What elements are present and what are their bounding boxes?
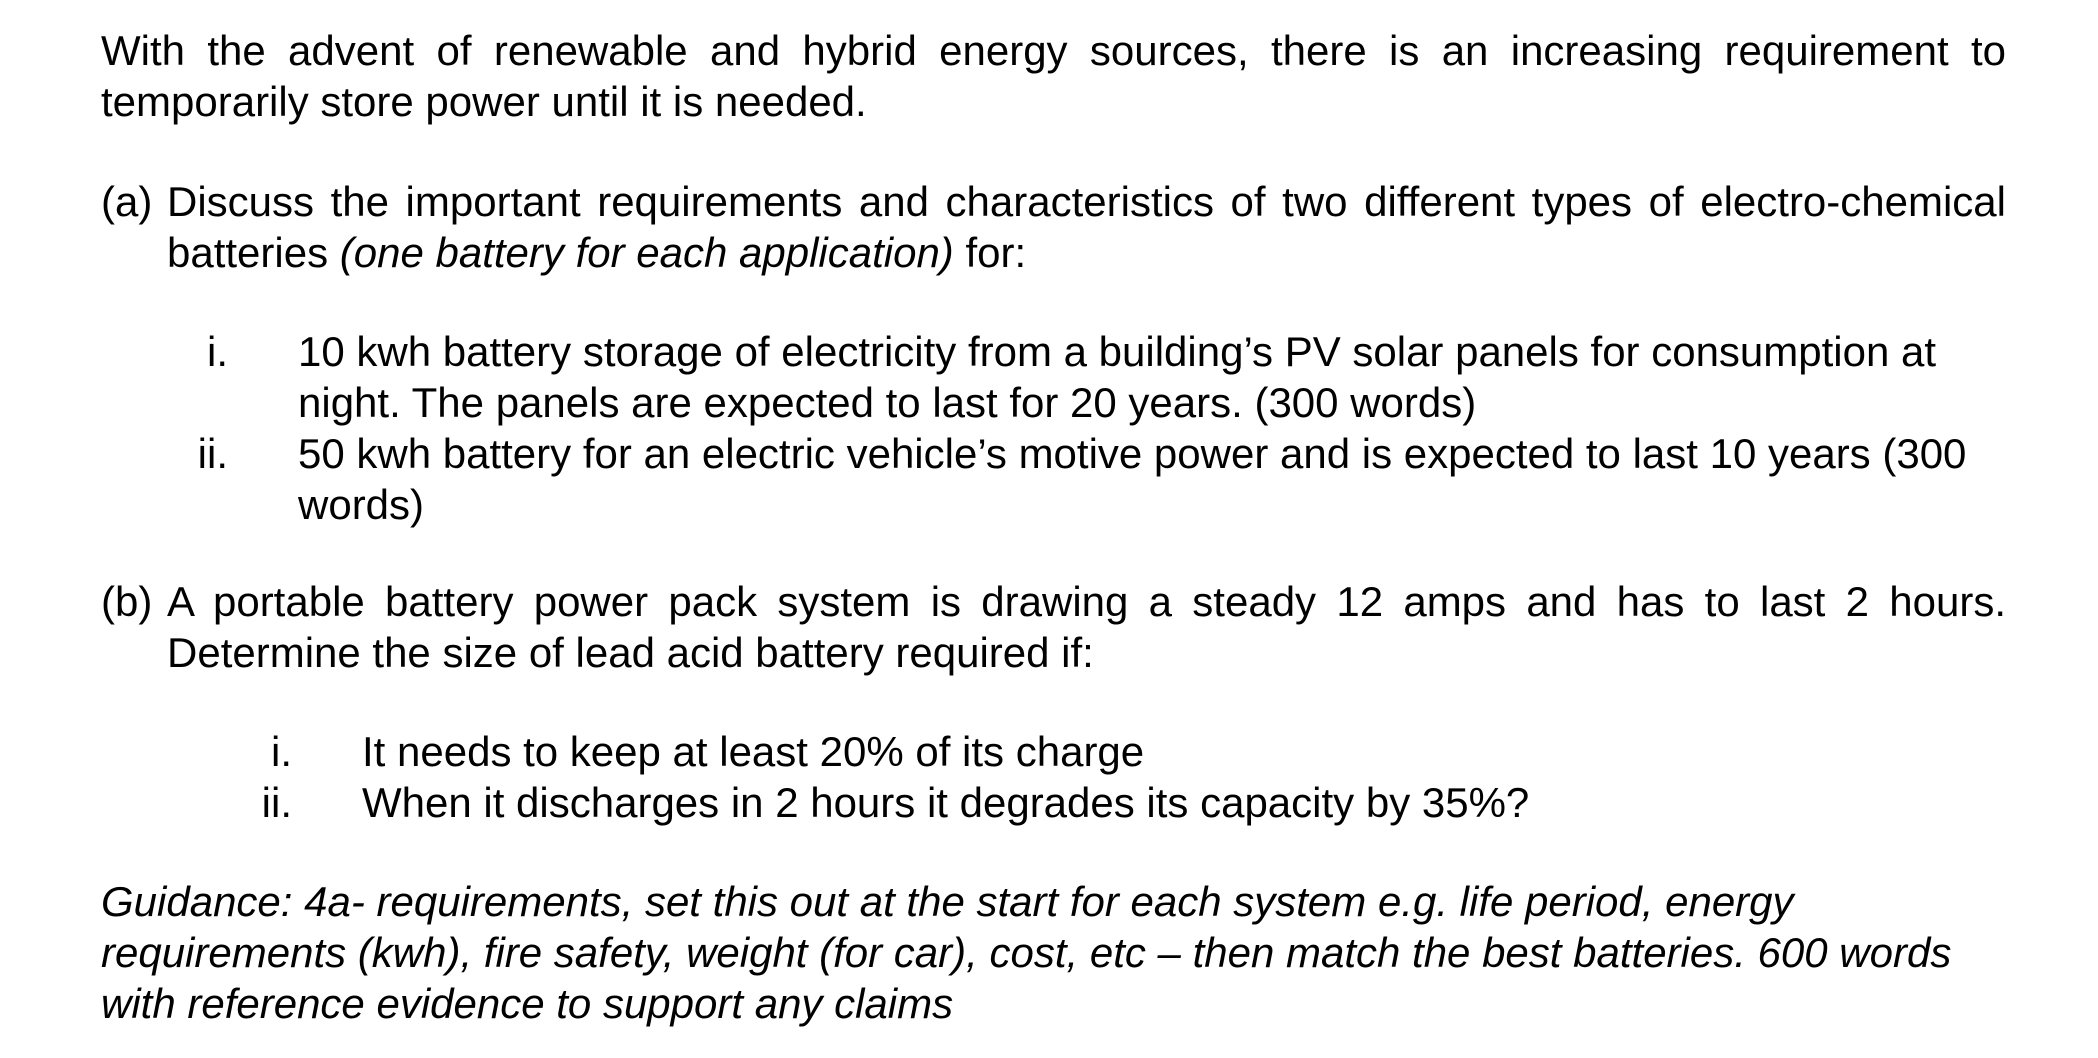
intro-paragraph: With the advent of renewable and hybrid energy sources, there is an increasing requirement to temporarily store power until it is needed. — [101, 27, 2006, 125]
list-item — [271, 726, 1662, 777]
list-item-text: 50 kwh battery for an electric vehicle’s motive power and is expected to last 10 years (300 words) — [298, 430, 1967, 528]
question-b-text: A portable battery power pack system is drawing a steady 12 amps and has to last 2 hours. Determine the size of lead acid battery required if: — [167, 578, 2006, 676]
question-a-list — [197, 326, 2006, 530]
guidance-note: Guidance: 4a- requirements, set this out at the start for each system e.g. life period, energy requirements (kwh), fire safety, weight (for car), cost, etc – then match the best batteries. 600 words with reference evidence to support any claims — [101, 878, 1952, 1027]
list-item-number: ii. — [261, 779, 292, 826]
question-a-text — [167, 176, 2006, 278]
list-item — [207, 326, 2006, 428]
list-item-text: 10 kwh battery storage of electricity from a building’s PV solar panels for consumption at night. The panels are expected to last for 20 years. (300 words) — [298, 328, 1937, 426]
question-a — [101, 176, 2006, 278]
question-a-label: (a) — [101, 178, 153, 225]
list-item-text: It needs to keep at least 20% of its charge — [362, 728, 1145, 775]
list-item — [261, 777, 1662, 828]
list-item-number: ii. — [197, 430, 228, 477]
list-item — [197, 428, 2006, 530]
question-a-main-text: Discuss the important requirements and characteristics of two different types of electro-chemical batteries — [167, 178, 2006, 276]
question-a-end-text: for: — [953, 229, 1027, 276]
question-b — [101, 576, 2006, 678]
list-item-text: When it discharges in 2 hours it degrades its capacity by 35%? — [362, 779, 1530, 826]
list-item-number: i. — [207, 328, 228, 375]
question-b-label: (b) — [101, 578, 153, 625]
question-b-list — [261, 726, 1662, 828]
question-a-italic-text: (one battery for each application) — [339, 229, 954, 276]
list-item-number: i. — [271, 728, 292, 775]
